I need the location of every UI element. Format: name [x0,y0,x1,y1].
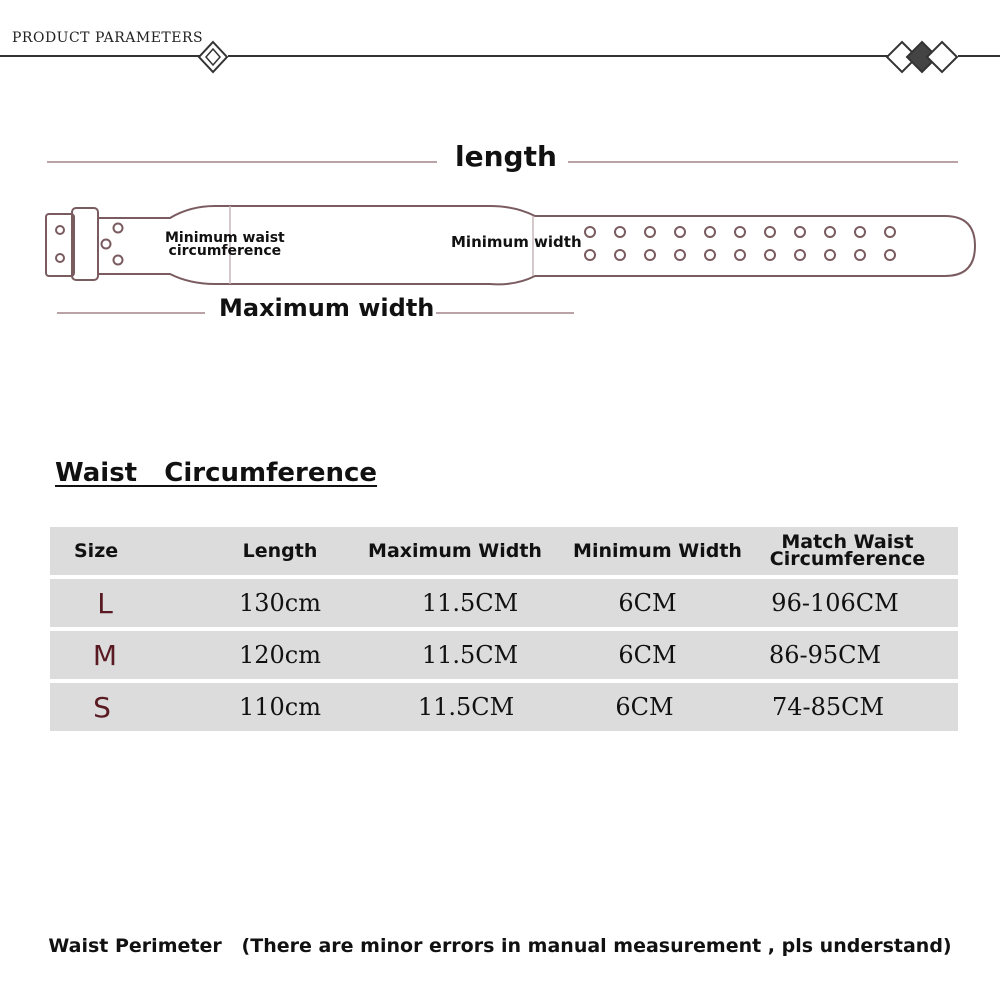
triple-diamond-ornament-icon [884,39,960,75]
length-guide-line-left [47,161,437,163]
match-waist-cell: 74-85CM [771,693,885,721]
size-cell: M [92,638,118,672]
maximum-width-label: Maximum width [219,294,435,322]
header-size: Size [74,539,119,562]
header-match-waist-circumference [755,527,940,575]
max-width-guide-line-left [57,312,205,314]
max-width-guide-line-right [436,312,574,314]
min-width-cell: 6CM [618,641,677,669]
header-minimum-width: Minimum Width [573,539,742,562]
table-row [50,579,958,627]
size-cell: S [93,690,111,724]
table-row [50,631,958,679]
min-width-cell: 6CM [618,589,677,617]
header-divider-right [228,55,888,57]
table-row [50,683,958,731]
max-width-cell: 11.5CM [421,641,519,669]
header-divider-left [0,55,200,57]
length-cell: 110cm [238,693,321,721]
footer-measurement-note: Waist Perimeter (There are minor errors in manual measurement , pls understand) [48,935,952,957]
size-cell: L [97,586,113,620]
max-width-cell: 11.5CM [421,589,519,617]
length-cell: 120cm [238,641,321,669]
match-waist-cell: 96-106CM [771,589,899,617]
waist-circumference-title: Waist Circumference [55,458,378,488]
minimum-waist-label-line2: circumference [168,243,282,259]
length-guide-line-right [568,161,958,163]
min-width-cell: 6CM [615,693,674,721]
header-divider-end [958,55,1000,57]
size-table [50,527,958,735]
header-length: Length [242,539,318,562]
length-cell: 130cm [238,589,321,617]
minimum-waist-label-line1: Minimum waist [165,230,285,246]
match-waist-cell: 86-95CM [768,641,882,669]
page-header-title: PRODUCT PARAMETERS [12,30,204,46]
header-maximum-width: Maximum Width [368,539,542,562]
minimum-waist-circumference-label [165,232,285,258]
max-width-cell: 11.5CM [417,693,515,721]
header-match-line2: Circumference [769,548,926,570]
minimum-width-label: Minimum width [451,233,582,251]
diamond-ornament-icon [196,40,230,74]
header-match-line1: Match Waist [781,531,914,553]
length-label: length [455,140,557,173]
table-header-row [50,527,958,575]
